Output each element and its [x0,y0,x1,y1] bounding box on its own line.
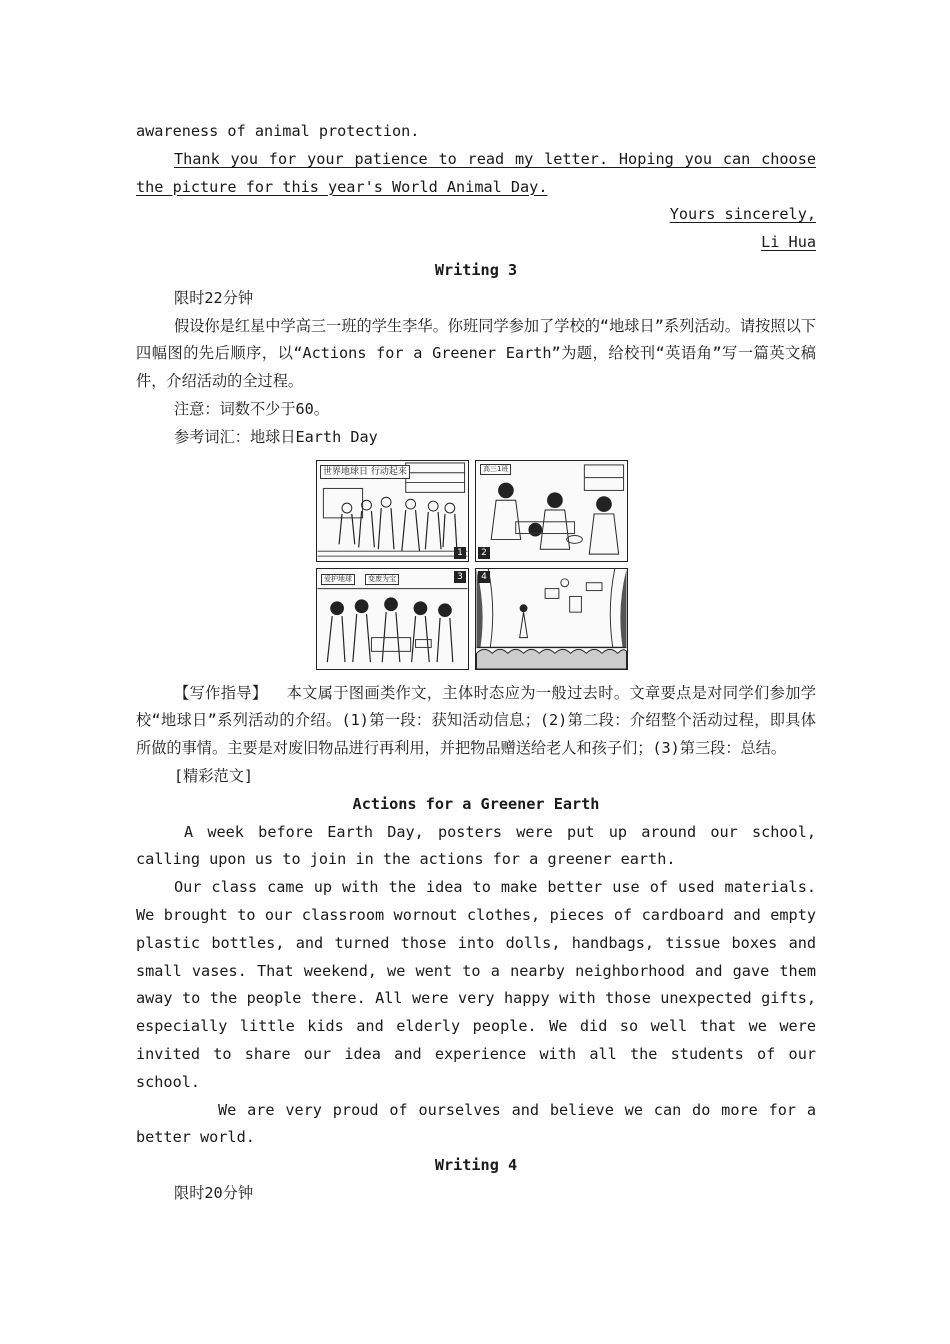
writing-guide-text: 本文属于图画类作文，主体时态应为一般过去时。文章要点是对同学们参加学校“地球日”系列活动的介绍。(1)第一段：获知活动信息；(2)第二段：介绍整个活动过程，即具体所做的事情。主要是对废旧物品进行再利用，并把物品赠送给老人和孩子们；(3)第三段：总结。 [136,683,816,758]
panel-1-number: 1 [454,547,466,559]
letter-signature: Li Hua [761,233,816,252]
panel-4-drawing [476,569,627,669]
panel-3-number: 3 [454,571,466,583]
sample-essay-label: [精彩范文] [174,766,254,785]
document-page [136,118,816,1208]
writing-guide-label: 【写作指导】 [174,683,268,702]
essay-paragraph-2: Our class came up with the idea to make better use of used materials. We brought to our classroom wornout clothes, pieces of cardboard and empty plastic bottles, and turned those into dolls, handbags, tissue boxes and small vases. That weekend, we went to a nearby neighborhood and gave them away to the people there. All were very happy with those unexpected gifts, especially little kids and elderly people. We did so well that we were invited to share our idea and experience with all the students of our school. [136,878,816,1091]
four-panel-illustration [316,460,636,670]
panel-1-sign: 世界地球日 行动起来 [320,465,410,479]
panel-4-stage-scene [475,568,628,670]
essay-paragraph-3: We are very proud of ourselves and believe we can do more for a better world. [136,1100,816,1147]
writing-guide [136,680,816,763]
panel-2-number: 2 [478,547,490,559]
panel-1-poster-scene [316,460,469,562]
panel-3-neighborhood-scene [316,568,469,670]
panel-4-number: 4 [478,571,490,583]
letter-line: awareness of animal protection. [136,122,420,140]
reference-vocab: 参考词汇：地球日Earth Day [174,427,378,446]
panel-2-classroom-scene [475,460,628,562]
panel-3-sign-left: 爱护地球 [321,574,355,585]
panel-2-sign: 高三1班 [480,464,511,475]
task-prompt: 假设你是红星中学高三一班的学生李华。你班同学参加了学校的“地球日”系列活动。请按照以下四幅图的先后顺序，以“Actions for a Greener Earth”为题，给校刊“英语角”写一篇英文稿件，介绍活动的全过程。 [136,316,816,391]
letter-closing-paragraph: Thank you for your patience to read my letter. Hoping you can choose the picture for this year's World Animal Day. [136,149,816,196]
section-heading-writing3: Writing 3 [434,260,518,279]
time-limit: 限时22分钟 [174,288,254,307]
panel-2-drawing [476,461,627,561]
essay-title: Actions for a Greener Earth [352,794,600,813]
letter-signoff: Yours sincerely, [669,205,816,224]
panel-3-sign-right: 变废为宝 [365,574,399,585]
word-count-note: 注意：词数不少于60。 [174,399,329,418]
section-heading-writing4: Writing 4 [434,1156,518,1175]
time-limit-writing4: 限时20分钟 [174,1183,254,1202]
essay-paragraph-1: A week before Earth Day, posters were put up around our school, calling upon us to join in the actions for a greener earth. [136,822,816,869]
